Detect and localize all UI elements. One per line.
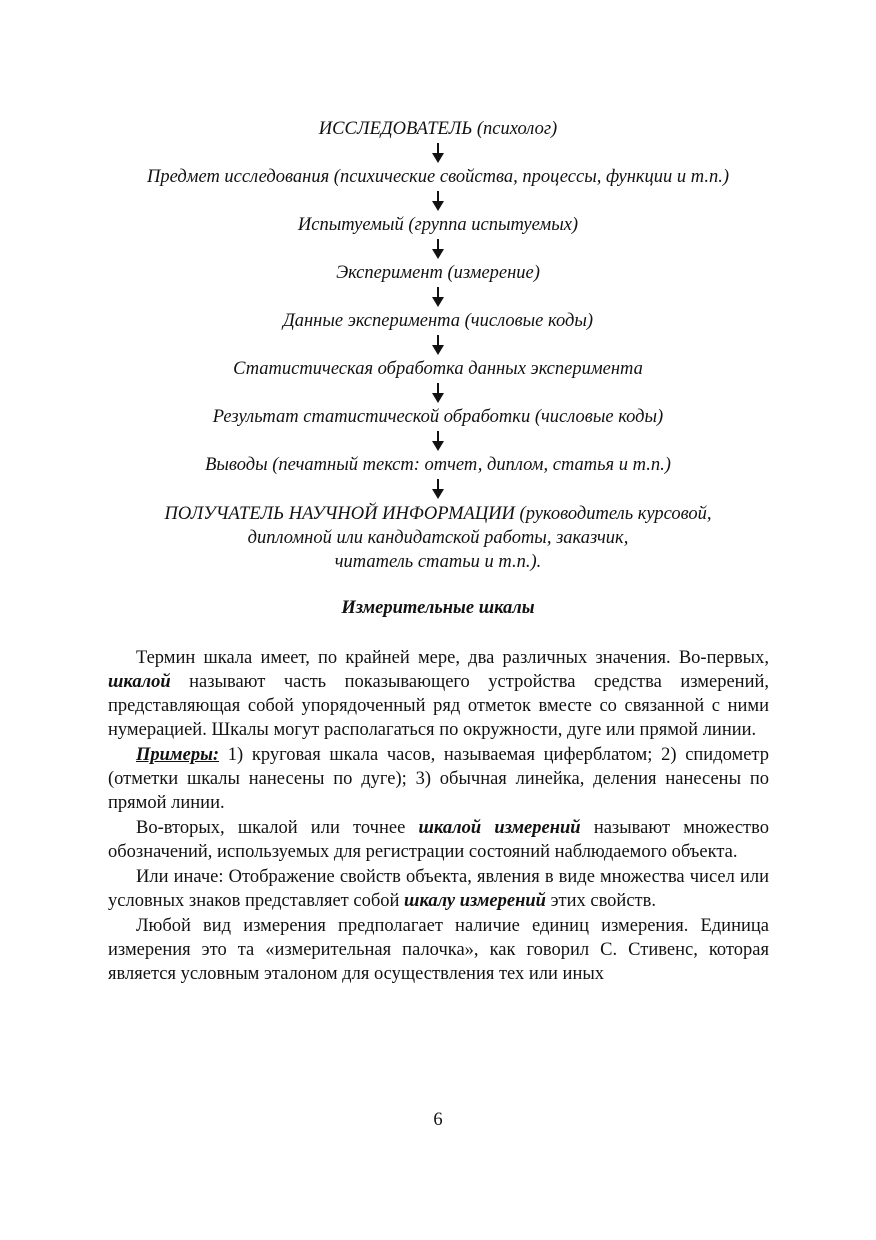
down-arrow-icon: [431, 140, 445, 166]
page-number: 6: [433, 1110, 443, 1130]
examples-label: Примеры:: [136, 745, 220, 765]
text-run: называют множество обозначений, используемых для регистрации состояний наблюдаемого объекта.: [108, 818, 770, 862]
research-flow-diagram: [0, 118, 876, 574]
flow-step-result: Результат статистической обработки (числовые коды): [212, 407, 664, 427]
text-run: 1) круговая шкала часов, называемая циферблатом; 2) спидометр (отметки шкалы нанесены по дуге); 3) обычная линейка, деления нанесены по прямой линии.: [108, 745, 769, 813]
text-run: этих свойств.: [550, 891, 656, 911]
flow-recipient-line: дипломной или кандидатской работы, заказчик,: [247, 528, 629, 548]
emphasis-term: шкалу измерений: [404, 891, 546, 911]
paragraph: [108, 743, 769, 815]
down-arrow-icon: [431, 236, 445, 262]
flow-step-statistics: Статистическая обработка данных эксперимента: [233, 359, 643, 379]
text-run: Термин шкала имеет, по крайней мере, два различных значения. Во-первых,: [136, 648, 769, 668]
flow-recipient-line: ПОЛУЧАТЕЛЬ НАУЧНОЙ ИНФОРМАЦИИ (руководитель курсовой,: [164, 504, 712, 524]
text-run: называют часть показывающего устройства средства измерений, представляющая собой упорядоченный ряд отметок вместе со связанной с ними нумерацией. Шкалы могут располагаться по окружности, дуге или прямой линии.: [108, 672, 769, 740]
down-arrow-icon: [431, 188, 445, 214]
down-arrow-icon: [431, 380, 445, 406]
paragraph: [108, 816, 769, 864]
down-arrow-icon: [431, 332, 445, 358]
text-run: Или иначе: Отображение свойств объекта, явления в виде множества чисел или условных знаков представляет собой: [108, 867, 769, 911]
down-arrow-icon: [431, 284, 445, 310]
flow-recipient-line: читатель статьи и т.п.).: [334, 552, 542, 572]
text-run: Во-вторых, шкалой или точнее: [136, 818, 406, 838]
body-text: [108, 646, 769, 987]
section-title: Измерительные шкалы: [341, 598, 535, 618]
paragraph: [108, 646, 769, 742]
emphasis-term: шкалой измерений: [418, 818, 581, 838]
paragraph: [108, 865, 769, 913]
flow-step-conclusions: Выводы (печатный текст: отчет, диплом, статья и т.п.): [205, 455, 671, 475]
flow-step-recipient: [0, 502, 876, 574]
down-arrow-icon: [431, 428, 445, 454]
down-arrow-icon: [431, 476, 445, 502]
flow-step-data: Данные эксперимента (числовые коды): [282, 311, 594, 331]
text-run: Любой вид измерения предполагает наличие единиц измерения. Единица измерения это та «измерительная палочка», как говорил С. Стивенс, которая является условным эталоном для осуществления тех или иных: [108, 916, 769, 984]
paragraph: [108, 914, 769, 986]
emphasis-term: шкалой: [108, 672, 171, 692]
flow-step-subject: Предмет исследования (психические свойства, процессы, функции и т.п.): [146, 167, 730, 187]
flow-step-experiment: Эксперимент (измерение): [336, 263, 540, 283]
flow-step-participant: Испытуемый (группа испытуемых): [297, 215, 579, 235]
flow-step-researcher: ИССЛЕДОВАТЕЛЬ (психолог): [318, 119, 558, 139]
